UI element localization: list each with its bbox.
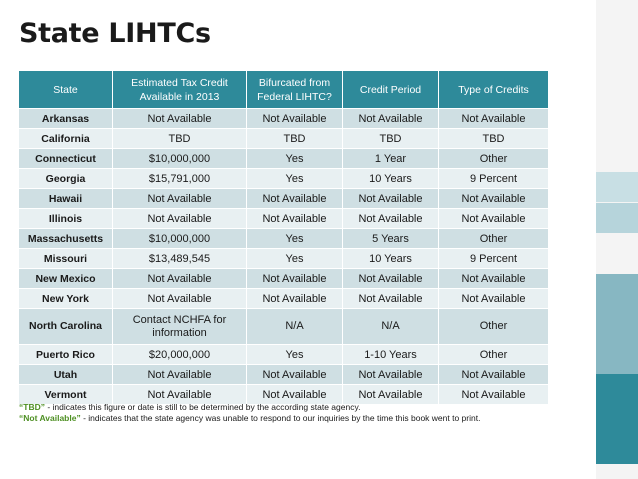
decorative-block [596,374,638,464]
state-cell: Arkansas [19,109,113,129]
table-row [19,129,549,149]
state-cell: Vermont [19,385,113,405]
table-row [19,209,549,229]
table-row [19,345,549,365]
type-of-credits-cell: Other [439,229,549,249]
estimated-credit-cell: Not Available [113,189,247,209]
table-row [19,269,549,289]
bifurcated-cell: Not Available [247,209,343,229]
state-cell: New York [19,289,113,309]
bifurcated-cell: Not Available [247,289,343,309]
footnote-key: “Not Available” [19,413,81,423]
column-header-bifurcated: Bifurcated from Federal LIHTC? [247,71,343,109]
state-cell: California [19,129,113,149]
estimated-credit-cell: Not Available [113,289,247,309]
state-cell: Hawaii [19,189,113,209]
type-of-credits-cell: Other [439,345,549,365]
type-of-credits-cell: Not Available [439,109,549,129]
type-of-credits-cell: 9 Percent [439,249,549,269]
table-row [19,289,549,309]
table-row [19,189,549,209]
table-row [19,365,549,385]
bifurcated-cell: Yes [247,169,343,189]
type-of-credits-cell: TBD [439,129,549,149]
estimated-credit-cell: Not Available [113,109,247,129]
bifurcated-cell: Yes [247,149,343,169]
credit-period-cell: Not Available [343,365,439,385]
credit-period-cell: 1 Year [343,149,439,169]
estimated-credit-cell: $10,000,000 [113,149,247,169]
footnote-text: - indicates this figure or date is still to be determined by the according state agency. [44,402,361,412]
state-cell: Utah [19,365,113,385]
credit-period-cell: N/A [343,309,439,345]
state-cell: Georgia [19,169,113,189]
footnote-key: “TBD” [19,402,45,412]
type-of-credits-cell: Not Available [439,209,549,229]
bifurcated-cell: TBD [247,129,343,149]
table-header-row [19,71,549,109]
decorative-block [596,172,638,202]
bifurcated-cell: Not Available [247,365,343,385]
estimated-credit-cell: $15,791,000 [113,169,247,189]
type-of-credits-cell: Not Available [439,189,549,209]
credit-period-cell: Not Available [343,209,439,229]
table-row [19,109,549,129]
estimated-credit-cell: Contact NCHFA for information [113,309,247,345]
decorative-block [596,274,638,374]
bifurcated-cell: Yes [247,345,343,365]
table-body [19,109,549,405]
table-row [19,149,549,169]
type-of-credits-cell: Other [439,149,549,169]
bifurcated-cell: N/A [247,309,343,345]
footnotes [19,402,579,424]
footnote-text: - indicates that the state agency was unable to respond to our inquiries by the time this book went to print. [80,413,481,423]
type-of-credits-cell: Not Available [439,289,549,309]
type-of-credits-cell: Not Available [439,385,549,405]
credit-period-cell: TBD [343,129,439,149]
column-header-credit-period: Credit Period [343,71,439,109]
credit-period-cell: 10 Years [343,249,439,269]
column-header-type-of-credits: Type of Credits [439,71,549,109]
state-cell: Illinois [19,209,113,229]
footnote-not-available [19,413,579,424]
state-cell: Missouri [19,249,113,269]
estimated-credit-cell: $20,000,000 [113,345,247,365]
column-header-state: State [19,71,113,109]
credit-period-cell: Not Available [343,289,439,309]
state-cell: New Mexico [19,269,113,289]
credit-period-cell: 5 Years [343,229,439,249]
bifurcated-cell: Yes [247,249,343,269]
table-row [19,169,549,189]
state-cell: Massachusetts [19,229,113,249]
type-of-credits-cell: Not Available [439,365,549,385]
bifurcated-cell: Not Available [247,109,343,129]
estimated-credit-cell: Not Available [113,269,247,289]
type-of-credits-cell: Other [439,309,549,345]
credit-period-cell: 1-10 Years [343,345,439,365]
credit-period-cell: Not Available [343,385,439,405]
table-row [19,309,549,345]
decorative-block [596,203,638,233]
bifurcated-cell: Not Available [247,269,343,289]
bifurcated-cell: Yes [247,229,343,249]
table-row [19,249,549,269]
bifurcated-cell: Not Available [247,189,343,209]
credit-period-cell: 10 Years [343,169,439,189]
state-cell: Connecticut [19,149,113,169]
slide-title: State LIHTCs [19,18,211,49]
credit-period-cell: Not Available [343,189,439,209]
estimated-credit-cell: Not Available [113,385,247,405]
table-row [19,229,549,249]
estimated-credit-cell: $10,000,000 [113,229,247,249]
credit-period-cell: Not Available [343,269,439,289]
footnote-tbd [19,402,579,413]
estimated-credit-cell: Not Available [113,209,247,229]
lihtc-table [19,71,549,405]
estimated-credit-cell: Not Available [113,365,247,385]
state-cell: North Carolina [19,309,113,345]
estimated-credit-cell: TBD [113,129,247,149]
state-cell: Puerto Rico [19,345,113,365]
credit-period-cell: Not Available [343,109,439,129]
type-of-credits-cell: 9 Percent [439,169,549,189]
estimated-credit-cell: $13,489,545 [113,249,247,269]
type-of-credits-cell: Not Available [439,269,549,289]
column-header-estimated-credit: Estimated Tax Credit Available in 2013 [113,71,247,109]
bifurcated-cell: Not Available [247,385,343,405]
